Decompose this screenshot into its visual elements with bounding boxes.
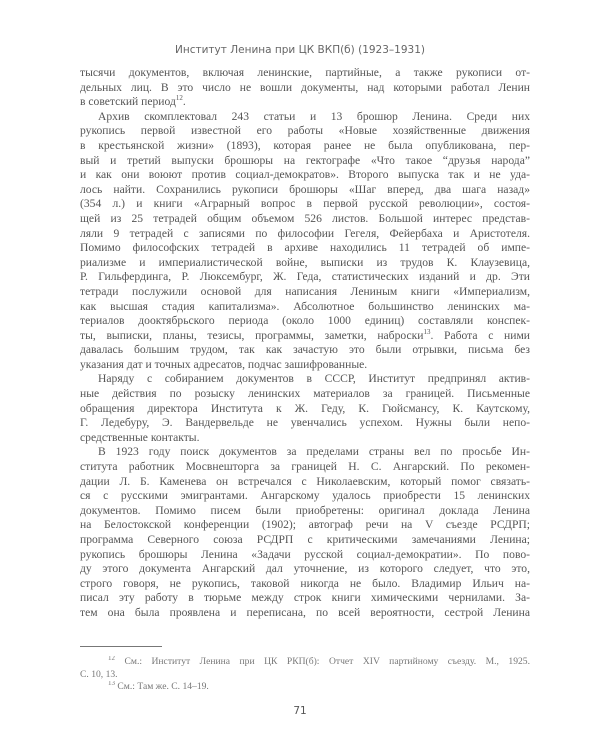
footnote-divider bbox=[80, 646, 162, 647]
footnote-number: 12 bbox=[108, 656, 115, 662]
text-line: Архив скомплектовал 243 статьи и 13 брошюр Ленина. Среди них bbox=[98, 109, 530, 123]
text-line: В 1923 году поиск документов за пределами страны вел по просьбе Ин- bbox=[98, 445, 530, 459]
text-line bbox=[80, 95, 530, 110]
text-line: тысячи документов, включая ленинские, партийные, а также рукописи от- bbox=[80, 66, 530, 79]
text-line: Наряду с собиранием документов в СССР, Институт предпринял актив- bbox=[98, 372, 530, 386]
text-line: Г. Ледебуру, Э. Вандервельде не увенчались успехом. Нужны были непо- bbox=[80, 416, 530, 430]
text-line: программа Северного союза РСДРП с критическими замечаниями Ленина; bbox=[80, 533, 530, 546]
text-line: как высшая стадия капитализма». Абсолютное большинство ленинских ма- bbox=[80, 299, 530, 313]
text-line: тетради послужили основой для написания Лениным книги «Империализм, bbox=[80, 284, 530, 298]
footnote-number: 13 bbox=[108, 681, 115, 687]
footnote-line bbox=[80, 681, 530, 694]
text-line: ляли 9 тетрадей с записями по философии Гегеля, Фейербаха и Аристотеля. bbox=[80, 226, 530, 240]
text-line bbox=[80, 329, 530, 344]
text-line: рукопись брошюры Ленина «Задачи русской социал-демократии». По пово- bbox=[80, 547, 530, 561]
text-line: териалов дооктябрьского периода (около 1000 единиц) составляли конспек- bbox=[80, 314, 530, 328]
footnote-line: С. 10, 13. bbox=[80, 668, 118, 680]
text-line: средственные контакты. bbox=[80, 430, 200, 444]
footnote-line bbox=[80, 656, 530, 669]
text-fragment: в советский период bbox=[80, 95, 176, 109]
text-fragment: См.: Институт Ленина при ЦК РКП(б): Отчет XIV партийному съезду. М., 1925. bbox=[124, 656, 530, 667]
body-text bbox=[80, 66, 530, 621]
footnote-ref[interactable]: 12 bbox=[175, 95, 183, 103]
text-line: документов. Помимо писем были приобретены: оригинал доклада Ленина bbox=[80, 503, 530, 517]
text-line: строго говоря, не рукопись, таковой никогда не было. Владимир Ильич на- bbox=[80, 576, 530, 590]
text-line: Р. Гильфердинга, Р. Люксембург, Ж. Геда, статистических изданий и др. Эти bbox=[80, 270, 530, 284]
text-fragment: ты, выписки, планы, тезисы, программы, заметки, наброски bbox=[80, 328, 424, 342]
text-line: и как они воюют против социал-демократов». Второго выпуска так и не уда- bbox=[80, 168, 530, 182]
text-fragment: См.: Там же. С. 14–19. bbox=[117, 681, 209, 692]
footnotes bbox=[80, 656, 530, 694]
text-line: вый и третий выпуски брошюры на гектографе «Что такое “друзья народа” bbox=[80, 153, 530, 167]
text-line: давалась большим трудом, так как зачастую это были отрывки, письма без bbox=[80, 343, 530, 357]
text-line: тем она была проявлена и переписана, по всей вероятности, сестрой Ленина bbox=[80, 605, 530, 619]
text-fragment: . Работа с ними bbox=[430, 328, 530, 342]
text-line: в крестьянской жизни» (1893), которая ранее не была опубликована, пер- bbox=[80, 138, 530, 152]
text-line: ся с русскими эмигрантами. Ангарскому удалось приобрести 15 ленинских bbox=[80, 489, 530, 503]
text-line: Помимо философских тетрадей в архиве находились 11 тетрадей об импе- bbox=[80, 241, 530, 255]
text-line: риализме и империалистической войне, выписки из трудов К. Клаузевица, bbox=[80, 255, 530, 269]
footnote-ref[interactable]: 13 bbox=[423, 328, 431, 336]
page-number: 71 bbox=[293, 705, 307, 717]
text-line: на Белостокской конференции (1902); автограф речи на V съезде РСДРП; bbox=[80, 518, 530, 532]
text-line: рукопись первой известной его работы «Новые хозяйственные движения bbox=[80, 124, 530, 138]
text-line: ститута работник Мосвнешторга за границей Н. С. Ангарский. По рекомен- bbox=[80, 460, 530, 474]
text-line: щей из 25 тетрадей общим объемом 526 листов. Большой интерес представ- bbox=[80, 211, 530, 225]
text-line: лось найти. Сохранились рукописи брошюры «Шаг вперед, два шага назад» bbox=[80, 182, 530, 196]
text-fragment: . bbox=[182, 95, 186, 109]
text-line: писал эту работу в тюрьме между строк книги химическими чернилами. За- bbox=[80, 591, 530, 605]
text-line: (354 л.) и книги «Аграрный вопрос в первой русской революции», состоя- bbox=[80, 197, 530, 211]
text-line: дельных лиц. В это число не вошли документы, над которыми работал Ленин bbox=[80, 80, 530, 94]
text-line: указания дат и точных адресатов, подчас зашифрованные. bbox=[80, 357, 368, 371]
text-line: ные действия по розыску ленинских материалов за границей. Письменные bbox=[80, 387, 530, 401]
running-header: Институт Ленина при ЦК ВКП(б) (1923–1931) bbox=[175, 44, 425, 56]
text-line: дации Л. Б. Каменева он встречался с Николаевским, который помог связать- bbox=[80, 474, 530, 488]
text-line: ду этого документа Ангарский дал уточнение, из которого следует, что это, bbox=[80, 562, 530, 576]
text-line: обращения директора Института к Ж. Геду, К. Гюйсмансу, К. Каутскому, bbox=[80, 401, 530, 415]
